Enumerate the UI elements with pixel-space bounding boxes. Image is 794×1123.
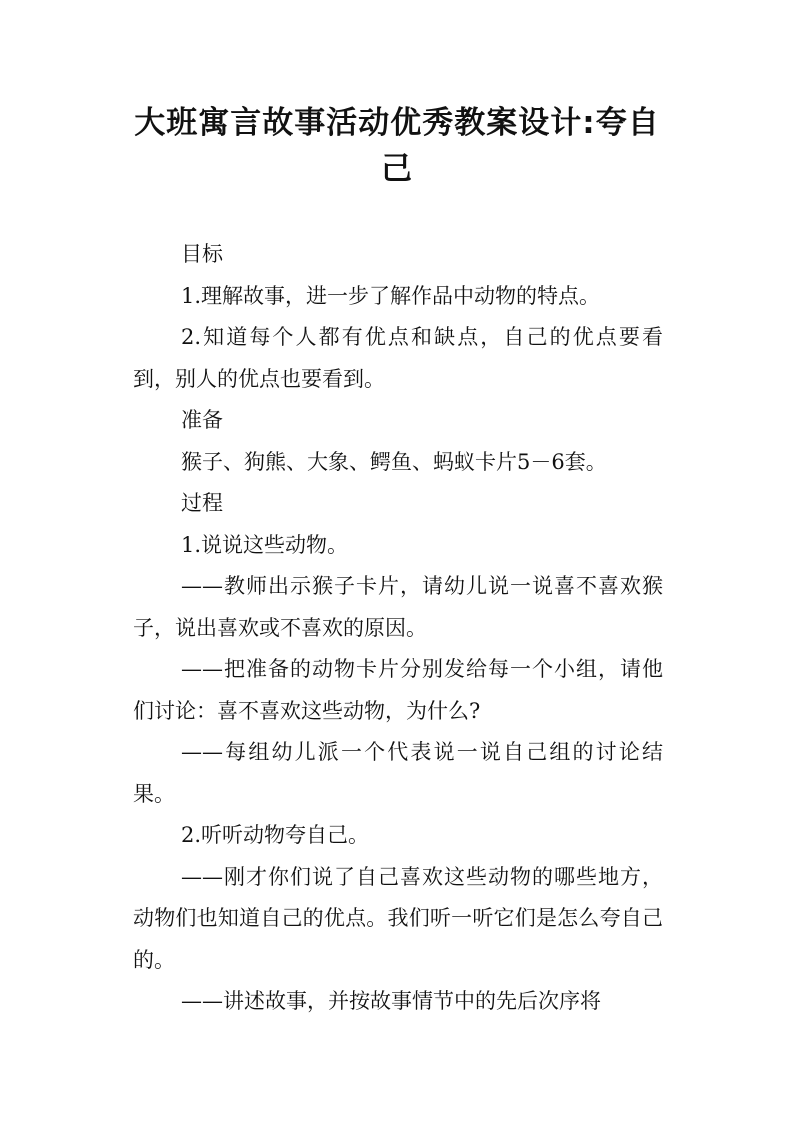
paragraph: ——把准备的动物卡片分别发给每一个小组，请他们讨论：喜不喜欢这些动物，为什么? — [133, 657, 663, 723]
paragraph: ——教师出示猴子卡片，请幼儿说一说喜不喜欢猴子，说出喜欢或不喜欢的原因。 — [133, 574, 663, 640]
document-title: 大班寓言故事活动优秀教案设计:夸自己 — [134, 105, 660, 187]
paragraph: 2.听听动物夸自己。 — [181, 823, 370, 847]
section-heading-preparation: 准备 — [181, 408, 223, 432]
document-body — [133, 234, 663, 1023]
section-heading-goals: 目标 — [181, 242, 223, 266]
paragraph: 猴子、狗熊、大象、鳄鱼、蚂蚁卡片5－6套。 — [181, 449, 607, 474]
section-heading-process: 过程 — [181, 491, 223, 515]
paragraph: 1.说说这些动物。 — [181, 532, 349, 557]
paragraph: 2.知道每个人都有优点和缺点，自己的优点要看到，别人的优点也要看到。 — [133, 325, 663, 391]
paragraph: 1.理解故事，进一步了解作品中动物的特点。 — [181, 283, 601, 308]
paragraph: ——讲述故事，并按故事情节中的先后次序将 — [181, 989, 601, 1013]
paragraph: ——每组幼儿派一个代表说一说自己组的讨论结果。 — [133, 740, 663, 806]
paragraph: ——刚才你们说了自己喜欢这些动物的哪些地方，动物们也知道自己的优点。我们听一听它们是怎么夸自己的。 — [133, 864, 663, 972]
